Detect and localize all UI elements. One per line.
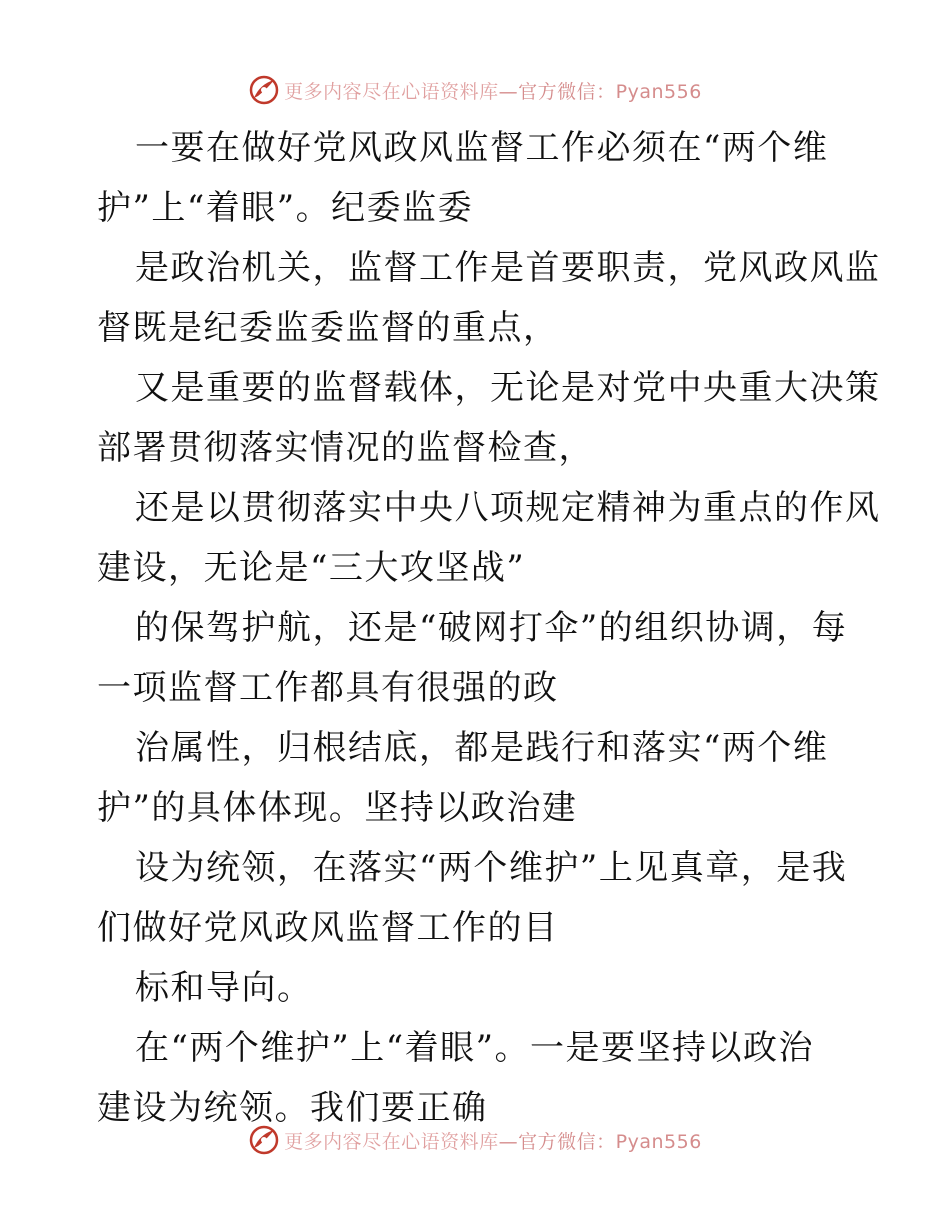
- watermark-wechat-text: —官方微信：Pyan556: [498, 1130, 702, 1153]
- paragraph: [97, 478, 881, 598]
- text-line: 护”的具体体现。坚持以政治建: [97, 788, 578, 828]
- text-line: 部署贯彻落实情况的监督检查，: [97, 428, 594, 468]
- text-line: 建设为统领。我们要正确: [97, 1088, 488, 1128]
- paragraph: [97, 598, 857, 718]
- text-line: 又是重要的监督载体，无论是对党中央重大决策: [135, 368, 881, 408]
- document-body: [97, 118, 881, 1138]
- header-watermark: [0, 70, 950, 110]
- paragraph: [97, 358, 881, 478]
- text-line: 护”上“着眼”。纪委监委: [97, 188, 474, 228]
- text-line: 建设，无论是“三大攻坚战”: [97, 548, 526, 588]
- text-line: 的保驾护航，还是“破网打伞”的组织协调，每: [135, 608, 848, 648]
- text-line: 督既是纪委监委监督的重点，: [97, 308, 559, 348]
- text-line: 们做好党风政风监督工作的目: [97, 908, 559, 948]
- text-line: 一项监督工作都具有很强的政: [97, 668, 559, 708]
- watermark-site-text: 更多内容尽在心语资料库: [284, 80, 499, 103]
- paragraph: [97, 238, 881, 358]
- watermark-site-text: 更多内容尽在心语资料库: [284, 1130, 499, 1153]
- watermark-wechat-text: —官方微信：Pyan556: [498, 80, 702, 103]
- text-line: 是政治机关，监督工作是首要职责，党风政风监: [135, 248, 881, 288]
- pen-logo-icon: [248, 1124, 280, 1156]
- paragraph: [97, 718, 857, 838]
- paragraph: [97, 118, 857, 238]
- text-line: 在“两个维护”上“着眼”。一是要坚持以政治: [135, 1028, 815, 1068]
- text-line: 标和导向。: [135, 968, 313, 1008]
- text-line: 治属性，归根结底，都是践行和落实“两个维: [135, 728, 829, 768]
- pen-logo-icon: [248, 74, 280, 106]
- paragraph: [97, 958, 857, 1018]
- footer-watermark: [0, 1120, 950, 1160]
- text-line: 设为统领，在落实“两个维护”上见真章，是我: [135, 848, 848, 888]
- text-line: 一要在做好党风政风监督工作必须在“两个维: [135, 128, 829, 168]
- text-line: 还是以贯彻落实中央八项规定精神为重点的作风: [135, 488, 881, 528]
- paragraph: [97, 838, 857, 958]
